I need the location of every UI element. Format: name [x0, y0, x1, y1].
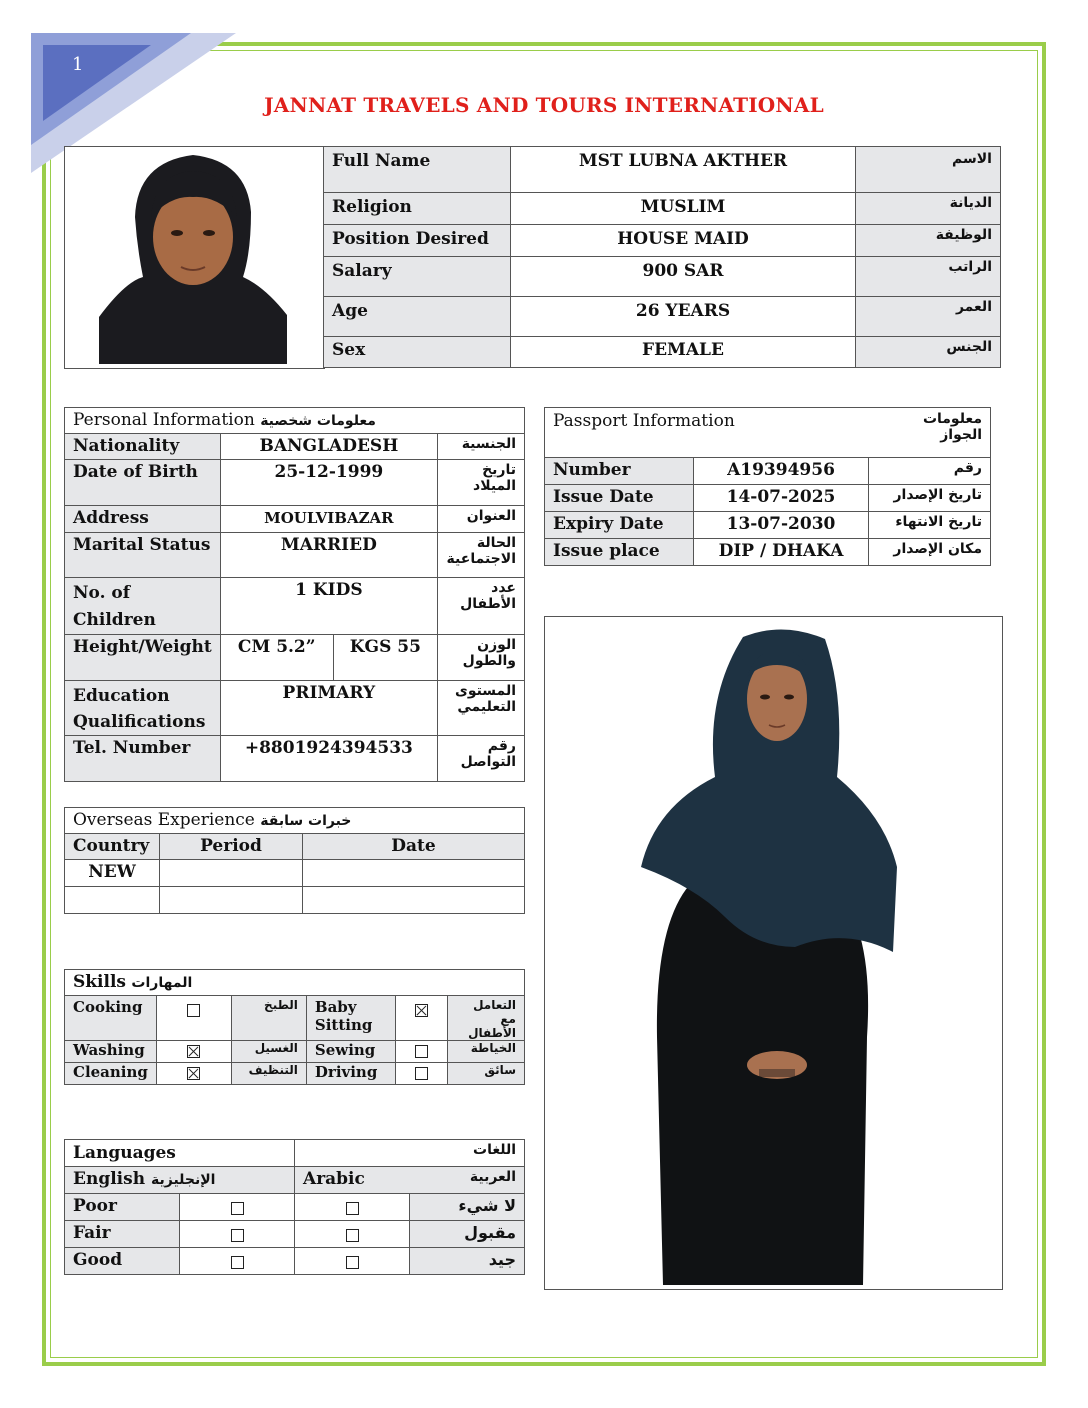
- skill-washing-ar: الغسيل: [231, 1041, 306, 1063]
- passport-table: [544, 407, 991, 566]
- language-arabic-header: [295, 1167, 525, 1194]
- passport-issue-date-row: [545, 485, 991, 512]
- skill-sewing-checkbox[interactable]: [415, 1045, 428, 1058]
- overseas-row: [65, 860, 525, 887]
- english-poor-cell: [180, 1194, 295, 1221]
- skills-row: [65, 996, 525, 1041]
- personal-header-label: Personal Information: [73, 410, 255, 430]
- skill-washing-label: Washing: [65, 1041, 157, 1063]
- marital-ar: الحالة الاجتماعية: [438, 533, 525, 578]
- education-label: Education Qualifications: [65, 681, 221, 736]
- overseas-row: [65, 887, 525, 914]
- skill-babysitting-ar: التعامل مع الأطفال: [447, 996, 524, 1041]
- passport-expiry-row: [545, 512, 991, 539]
- arabic-good-cell: [295, 1248, 410, 1275]
- skills-table: [64, 969, 525, 1085]
- arabic-good-checkbox[interactable]: [346, 1256, 359, 1269]
- language-level-row: [65, 1248, 525, 1275]
- passport-number-row: [545, 458, 991, 485]
- position-label: Position Desired: [324, 225, 511, 257]
- children-ar: عدد الأطفال: [438, 578, 525, 635]
- nationality-ar: الجنسية: [438, 434, 525, 460]
- overseas-period-cell: [160, 860, 303, 887]
- passport-place-ar: مكان الإصدار: [869, 539, 991, 566]
- skill-cooking-ar: الطبخ: [231, 996, 306, 1041]
- tel-ar: رقم التواصل: [438, 736, 525, 782]
- skill-babysitting-label: Baby Sitting: [306, 996, 395, 1041]
- language-level-row: [65, 1194, 525, 1221]
- marital-value: MARRIED: [220, 533, 437, 578]
- language-level-fair: Fair: [65, 1221, 180, 1248]
- profile-row-salary: [324, 257, 1001, 297]
- language-arabic-label: Arabic: [303, 1169, 365, 1189]
- language-level-row: [65, 1221, 525, 1248]
- skill-babysitting-checkbox-cell: [395, 996, 447, 1041]
- overseas-date-cell: [303, 860, 525, 887]
- portrait-photo: [65, 147, 324, 368]
- full-body-photo: [545, 617, 1002, 1289]
- overseas-col-country: Country: [65, 834, 160, 860]
- sex-label: Sex: [324, 337, 511, 368]
- profile-row-religion: [324, 193, 1001, 225]
- passport-expiry-value: 13-07-2030: [694, 512, 869, 539]
- skill-driving-checkbox-cell: [395, 1063, 447, 1085]
- skills-row: [65, 1041, 525, 1063]
- overseas-header-row: [65, 808, 525, 834]
- sex-ar: الجنس: [856, 337, 1001, 368]
- passport-issue-date-label: Issue Date: [545, 485, 694, 512]
- height-weight-ar: الوزن والطول: [438, 635, 525, 681]
- marital-row: [65, 533, 525, 578]
- language-level-poor: Poor: [65, 1194, 180, 1221]
- dob-value: 25-12-1999: [220, 460, 437, 506]
- address-value: MOULVIBAZAR: [220, 506, 437, 533]
- weight-value: KGS 55: [333, 635, 437, 681]
- overseas-date-cell: [303, 887, 525, 914]
- arabic-fair-checkbox[interactable]: [346, 1229, 359, 1242]
- languages-header-ar: اللغات: [295, 1140, 525, 1167]
- salary-ar: الراتب: [856, 257, 1001, 297]
- languages-columns-row: [65, 1167, 525, 1194]
- arabic-poor-cell: [295, 1194, 410, 1221]
- overseas-header-ar: خبرات سابقة: [260, 813, 352, 829]
- english-poor-checkbox[interactable]: [231, 1202, 244, 1215]
- children-value: 1 KIDS: [220, 578, 437, 635]
- skills-header-label: Skills: [73, 972, 127, 992]
- overseas-country-cell: NEW: [65, 860, 160, 887]
- skill-washing-checkbox[interactable]: [187, 1045, 200, 1058]
- salary-label: Salary: [324, 257, 511, 297]
- full-name-ar: الاسم: [856, 147, 1001, 193]
- skill-sewing-ar: الخياطة: [447, 1041, 524, 1063]
- personal-header-ar: معلومات شخصية: [260, 413, 376, 429]
- languages-table: [64, 1139, 525, 1275]
- tel-label: Tel. Number: [65, 736, 221, 782]
- profile-row-sex: [324, 337, 1001, 368]
- religion-value: MUSLIM: [511, 193, 856, 225]
- sex-value: FEMALE: [511, 337, 856, 368]
- portrait-photo-frame: [64, 146, 325, 369]
- position-value: HOUSE MAID: [511, 225, 856, 257]
- english-fair-cell: [180, 1221, 295, 1248]
- tel-row: [65, 736, 525, 782]
- education-value: PRIMARY: [220, 681, 437, 736]
- age-label: Age: [324, 297, 511, 337]
- marital-label: Marital Status: [65, 533, 221, 578]
- language-level-good: Good: [65, 1248, 180, 1275]
- education-ar: المستوى التعليمي: [438, 681, 525, 736]
- height-weight-label: Height/Weight: [65, 635, 221, 681]
- language-english-header: [65, 1167, 295, 1194]
- passport-header-row: [545, 408, 991, 458]
- position-ar: الوظيفة: [856, 225, 1001, 257]
- education-row: [65, 681, 525, 736]
- children-label: No. of Children: [65, 578, 221, 635]
- personal-header: [65, 408, 525, 434]
- nationality-row: [65, 434, 525, 460]
- overseas-period-cell: [160, 887, 303, 914]
- nationality-value: BANGLADESH: [220, 434, 437, 460]
- passport-header-ar: معلومات الجواز: [869, 408, 991, 458]
- profile-row-position: [324, 225, 1001, 257]
- skill-cleaning-ar: التنظيف: [231, 1063, 306, 1085]
- overseas-country-cell: [65, 887, 160, 914]
- profile-row-age: [324, 297, 1001, 337]
- overseas-col-period: Period: [160, 834, 303, 860]
- address-label: Address: [65, 506, 221, 533]
- overseas-col-date: Date: [303, 834, 525, 860]
- full-name-value: MST LUBNA AKTHER: [511, 147, 856, 193]
- skill-cleaning-checkbox[interactable]: [187, 1067, 200, 1080]
- dob-label: Date of Birth: [65, 460, 221, 506]
- english-good-checkbox[interactable]: [231, 1256, 244, 1269]
- profile-row-full-name: [324, 147, 1001, 193]
- company-title: JANNAT TRAVELS AND TOURS INTERNATIONAL: [264, 93, 824, 117]
- language-arabic-ar: العربية: [469, 1169, 516, 1185]
- skill-babysitting-checkbox[interactable]: [415, 1004, 428, 1017]
- passport-expiry-ar: تاريخ الانتهاء: [869, 512, 991, 539]
- religion-label: Religion: [324, 193, 511, 225]
- arabic-poor-checkbox[interactable]: [346, 1202, 359, 1215]
- passport-issue-date-value: 14-07-2025: [694, 485, 869, 512]
- overseas-header-label: Overseas Experience: [73, 810, 255, 830]
- age-ar: العمر: [856, 297, 1001, 337]
- skill-driving-checkbox[interactable]: [415, 1067, 428, 1080]
- language-english-ar: الإنجليزية: [150, 1172, 216, 1188]
- languages-header: Languages: [65, 1140, 295, 1167]
- passport-place-value: DIP / DHAKA: [694, 539, 869, 566]
- skill-driving-ar: سائق: [447, 1063, 524, 1085]
- full-body-photo-frame: [544, 616, 1003, 1290]
- profile-table: [323, 146, 1001, 368]
- skill-sewing-checkbox-cell: [395, 1041, 447, 1063]
- skill-driving-label: Driving: [306, 1063, 395, 1085]
- height-weight-row: [65, 635, 525, 681]
- english-good-cell: [180, 1248, 295, 1275]
- skill-cleaning-checkbox-cell: [156, 1063, 231, 1085]
- passport-header: Passport Information: [545, 408, 869, 458]
- tel-value: +8801924394533: [220, 736, 437, 782]
- languages-header-row: [65, 1140, 525, 1167]
- nationality-label: Nationality: [65, 434, 221, 460]
- passport-number-ar: رقم: [869, 458, 991, 485]
- personal-info-table: [64, 407, 525, 782]
- passport-expiry-label: Expiry Date: [545, 512, 694, 539]
- passport-issue-date-ar: تاريخ الإصدار: [869, 485, 991, 512]
- passport-place-row: [545, 539, 991, 566]
- skills-header-ar: المهارات: [131, 975, 193, 991]
- dob-row: [65, 460, 525, 506]
- skill-washing-checkbox-cell: [156, 1041, 231, 1063]
- salary-value: 900 SAR: [511, 257, 856, 297]
- skill-sewing-label: Sewing: [306, 1041, 395, 1063]
- dob-ar: تاريخ الميلاد: [438, 460, 525, 506]
- skill-cooking-checkbox-cell: [156, 996, 231, 1041]
- language-level-poor-ar: لا شيء: [410, 1194, 525, 1221]
- english-fair-checkbox[interactable]: [231, 1229, 244, 1242]
- skill-cooking-label: Cooking: [65, 996, 157, 1041]
- skills-header-row: [65, 970, 525, 996]
- language-level-good-ar: جيد: [410, 1248, 525, 1275]
- religion-ar: الديانة: [856, 193, 1001, 225]
- address-ar: العنوان: [438, 506, 525, 533]
- passport-number-label: Number: [545, 458, 694, 485]
- language-english-label: English: [73, 1169, 146, 1189]
- passport-number-value: A19394956: [694, 458, 869, 485]
- passport-place-label: Issue place: [545, 539, 694, 566]
- language-level-fair-ar: مقبول: [410, 1221, 525, 1248]
- personal-header-row: [65, 408, 525, 434]
- height-value: CM 5.2”: [220, 635, 333, 681]
- skills-row: [65, 1063, 525, 1085]
- page-number: 1: [72, 54, 84, 75]
- address-row: [65, 506, 525, 533]
- age-value: 26 YEARS: [511, 297, 856, 337]
- skills-header: [65, 970, 525, 996]
- overseas-columns-row: [65, 834, 525, 860]
- skill-cleaning-label: Cleaning: [65, 1063, 157, 1085]
- full-name-label: Full Name: [324, 147, 511, 193]
- arabic-fair-cell: [295, 1221, 410, 1248]
- skill-cooking-checkbox[interactable]: [187, 1004, 200, 1017]
- overseas-table: [64, 807, 525, 914]
- overseas-header: [65, 808, 525, 834]
- children-row: [65, 578, 525, 635]
